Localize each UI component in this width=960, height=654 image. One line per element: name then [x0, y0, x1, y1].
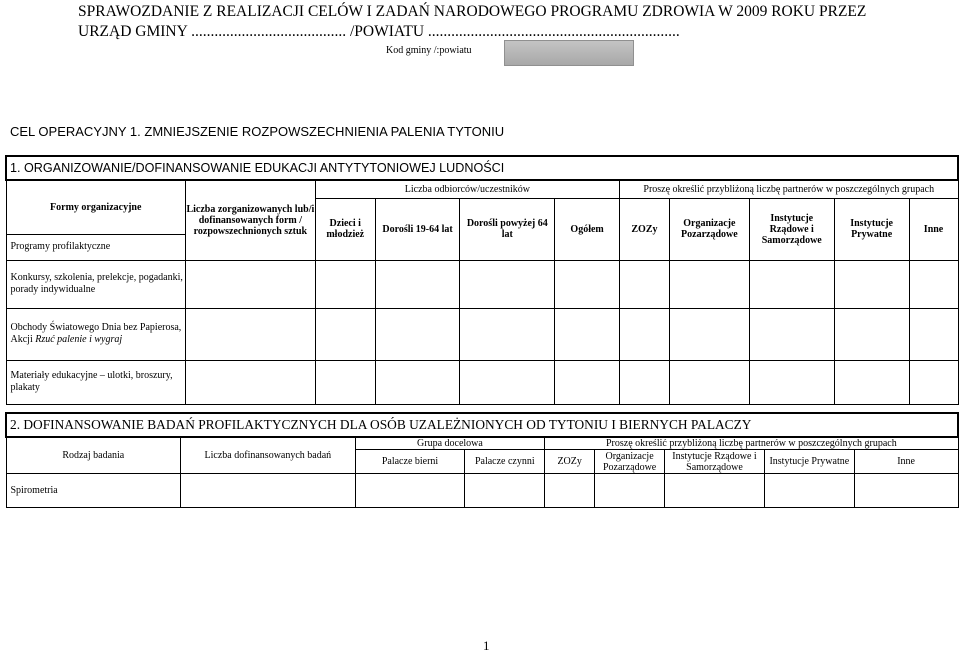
- cell-input[interactable]: [854, 474, 958, 508]
- section2-title: 2. DOFINANSOWANIE BADAŃ PROFILAKTYCZNYCH DLA OSÓB UZALEŻNIONYCH OD TYTONIU I BIERNYCH PALACZY: [6, 413, 958, 437]
- row-obchody: [6, 308, 185, 360]
- col-partners: Proszę określić przybliżoną liczbę partnerów w poszczególnych grupach: [620, 180, 958, 198]
- cell-input[interactable]: [834, 260, 909, 308]
- col-smokers-active: Palacze czynni: [465, 450, 545, 474]
- cell-input[interactable]: [315, 308, 375, 360]
- kod-label: Kod gminy /:powiatu: [386, 45, 472, 56]
- col-children: Dzieci i młodzież: [315, 198, 375, 260]
- report-title-line2: URZĄD GMINY ........................................ /POWIATU .................................................................: [78, 23, 680, 40]
- section2-table: [5, 412, 959, 508]
- section1-title: 1. ORGANIZOWANIE/DOFINANSOWANIE EDUKACJI ANTYTYTONIOWEJ LUDNOŚCI: [6, 156, 958, 180]
- cell-input[interactable]: [181, 474, 356, 508]
- cell-input[interactable]: [749, 360, 834, 404]
- cell-input[interactable]: [595, 474, 665, 508]
- cell-input[interactable]: [620, 360, 670, 404]
- col-recipients: Liczba odbiorców/uczestników: [315, 180, 619, 198]
- cell-input[interactable]: [185, 260, 315, 308]
- row-obchody-line1: Obchody Światowego Dnia bez Papierosa,: [10, 322, 182, 333]
- cell-input[interactable]: [185, 360, 315, 404]
- cell-input[interactable]: [460, 308, 555, 360]
- col-gov: Instytucje Rządowe i Samorządowe: [749, 198, 834, 260]
- row-spirometria: Spirometria: [6, 474, 181, 508]
- col-zozy: ZOZy: [620, 198, 670, 260]
- row-konkursy: Konkursy, szkolenia, prelekcje, pogadanki, porady indywidualne: [6, 260, 185, 308]
- cell-input[interactable]: [665, 474, 765, 508]
- cell-input[interactable]: [749, 260, 834, 308]
- col-over64: Dorośli powyżej 64 lat: [460, 198, 555, 260]
- cell-input[interactable]: [764, 474, 854, 508]
- col-priv-2: Instytucje Prywatne: [764, 450, 854, 474]
- cell-input[interactable]: [620, 308, 670, 360]
- section1-table: [5, 155, 959, 405]
- cell-input[interactable]: [555, 260, 620, 308]
- cell-input[interactable]: [555, 360, 620, 404]
- cell-input[interactable]: [555, 308, 620, 360]
- col-programs: Programy profilaktyczne: [6, 234, 185, 260]
- col-smokers-passive: Palacze bierni: [355, 450, 465, 474]
- cell-input[interactable]: [909, 360, 958, 404]
- cell-input[interactable]: [669, 360, 749, 404]
- col-zozy-2: ZOZy: [545, 450, 595, 474]
- col-gov-2: Instytucje Rządowe i Samorządowe: [665, 450, 765, 474]
- cell-input[interactable]: [375, 260, 460, 308]
- cell-input[interactable]: [315, 360, 375, 404]
- report-title: [78, 2, 918, 42]
- cell-input[interactable]: [545, 474, 595, 508]
- cell-input[interactable]: [375, 360, 460, 404]
- cell-input[interactable]: [460, 260, 555, 308]
- cell-input[interactable]: [834, 360, 909, 404]
- col-priv: Instytucje Prywatne: [834, 198, 909, 260]
- cell-input[interactable]: [465, 474, 545, 508]
- cell-input[interactable]: [749, 308, 834, 360]
- cell-input[interactable]: [669, 308, 749, 360]
- report-title-line1: SPRAWOZDANIE Z REALIZACJI CELÓW I ZADAŃ NARODOWEGO PROGRAMU ZDROWIA W 2009 ROKU PRZEZ: [78, 3, 867, 20]
- col-other: Inne: [909, 198, 958, 260]
- cel-operacyjny-label: CEL OPERACYJNY 1. ZMNIEJSZENIE ROZPOWSZECHNIENIA PALENIA TYTONIU: [10, 124, 505, 139]
- col-other-2: Inne: [854, 450, 958, 474]
- cell-input[interactable]: [909, 308, 958, 360]
- cell-input[interactable]: [620, 260, 670, 308]
- cell-input[interactable]: [909, 260, 958, 308]
- cell-input[interactable]: [185, 308, 315, 360]
- row-obchody-prefix: Akcji: [10, 334, 36, 345]
- col-type: Rodzaj badania: [6, 437, 181, 474]
- col-partners-2: Proszę określić przybliżoną liczbę partnerów w poszczególnych grupach: [545, 437, 958, 450]
- page-number: 1: [483, 638, 490, 653]
- col-test-count: Liczba dofinansowanych badań: [181, 437, 356, 474]
- cell-input[interactable]: [834, 308, 909, 360]
- row-materialy: Materiały edukacyjne – ulotki, broszury, plakaty: [6, 360, 185, 404]
- cell-input[interactable]: [460, 360, 555, 404]
- col-org-2: Organizacje Pozarządowe: [595, 450, 665, 474]
- cell-input[interactable]: [315, 260, 375, 308]
- kod-input-box[interactable]: [504, 40, 634, 66]
- col-adults: Dorośli 19-64 lat: [375, 198, 460, 260]
- row-obchody-italic: Rzuć palenie i wygraj: [35, 334, 123, 345]
- col-target: Grupa docelowa: [355, 437, 545, 450]
- col-org: Organizacje Pozarządowe: [669, 198, 749, 260]
- col-total: Ogółem: [555, 198, 620, 260]
- cell-input[interactable]: [669, 260, 749, 308]
- cell-input[interactable]: [355, 474, 465, 508]
- cell-input[interactable]: [375, 308, 460, 360]
- col-forms: Formy organizacyjne: [6, 180, 185, 234]
- col-count: Liczba zorganizowanych lub/i dofinansowanych form / rozpowszechnionych sztuk: [185, 180, 315, 260]
